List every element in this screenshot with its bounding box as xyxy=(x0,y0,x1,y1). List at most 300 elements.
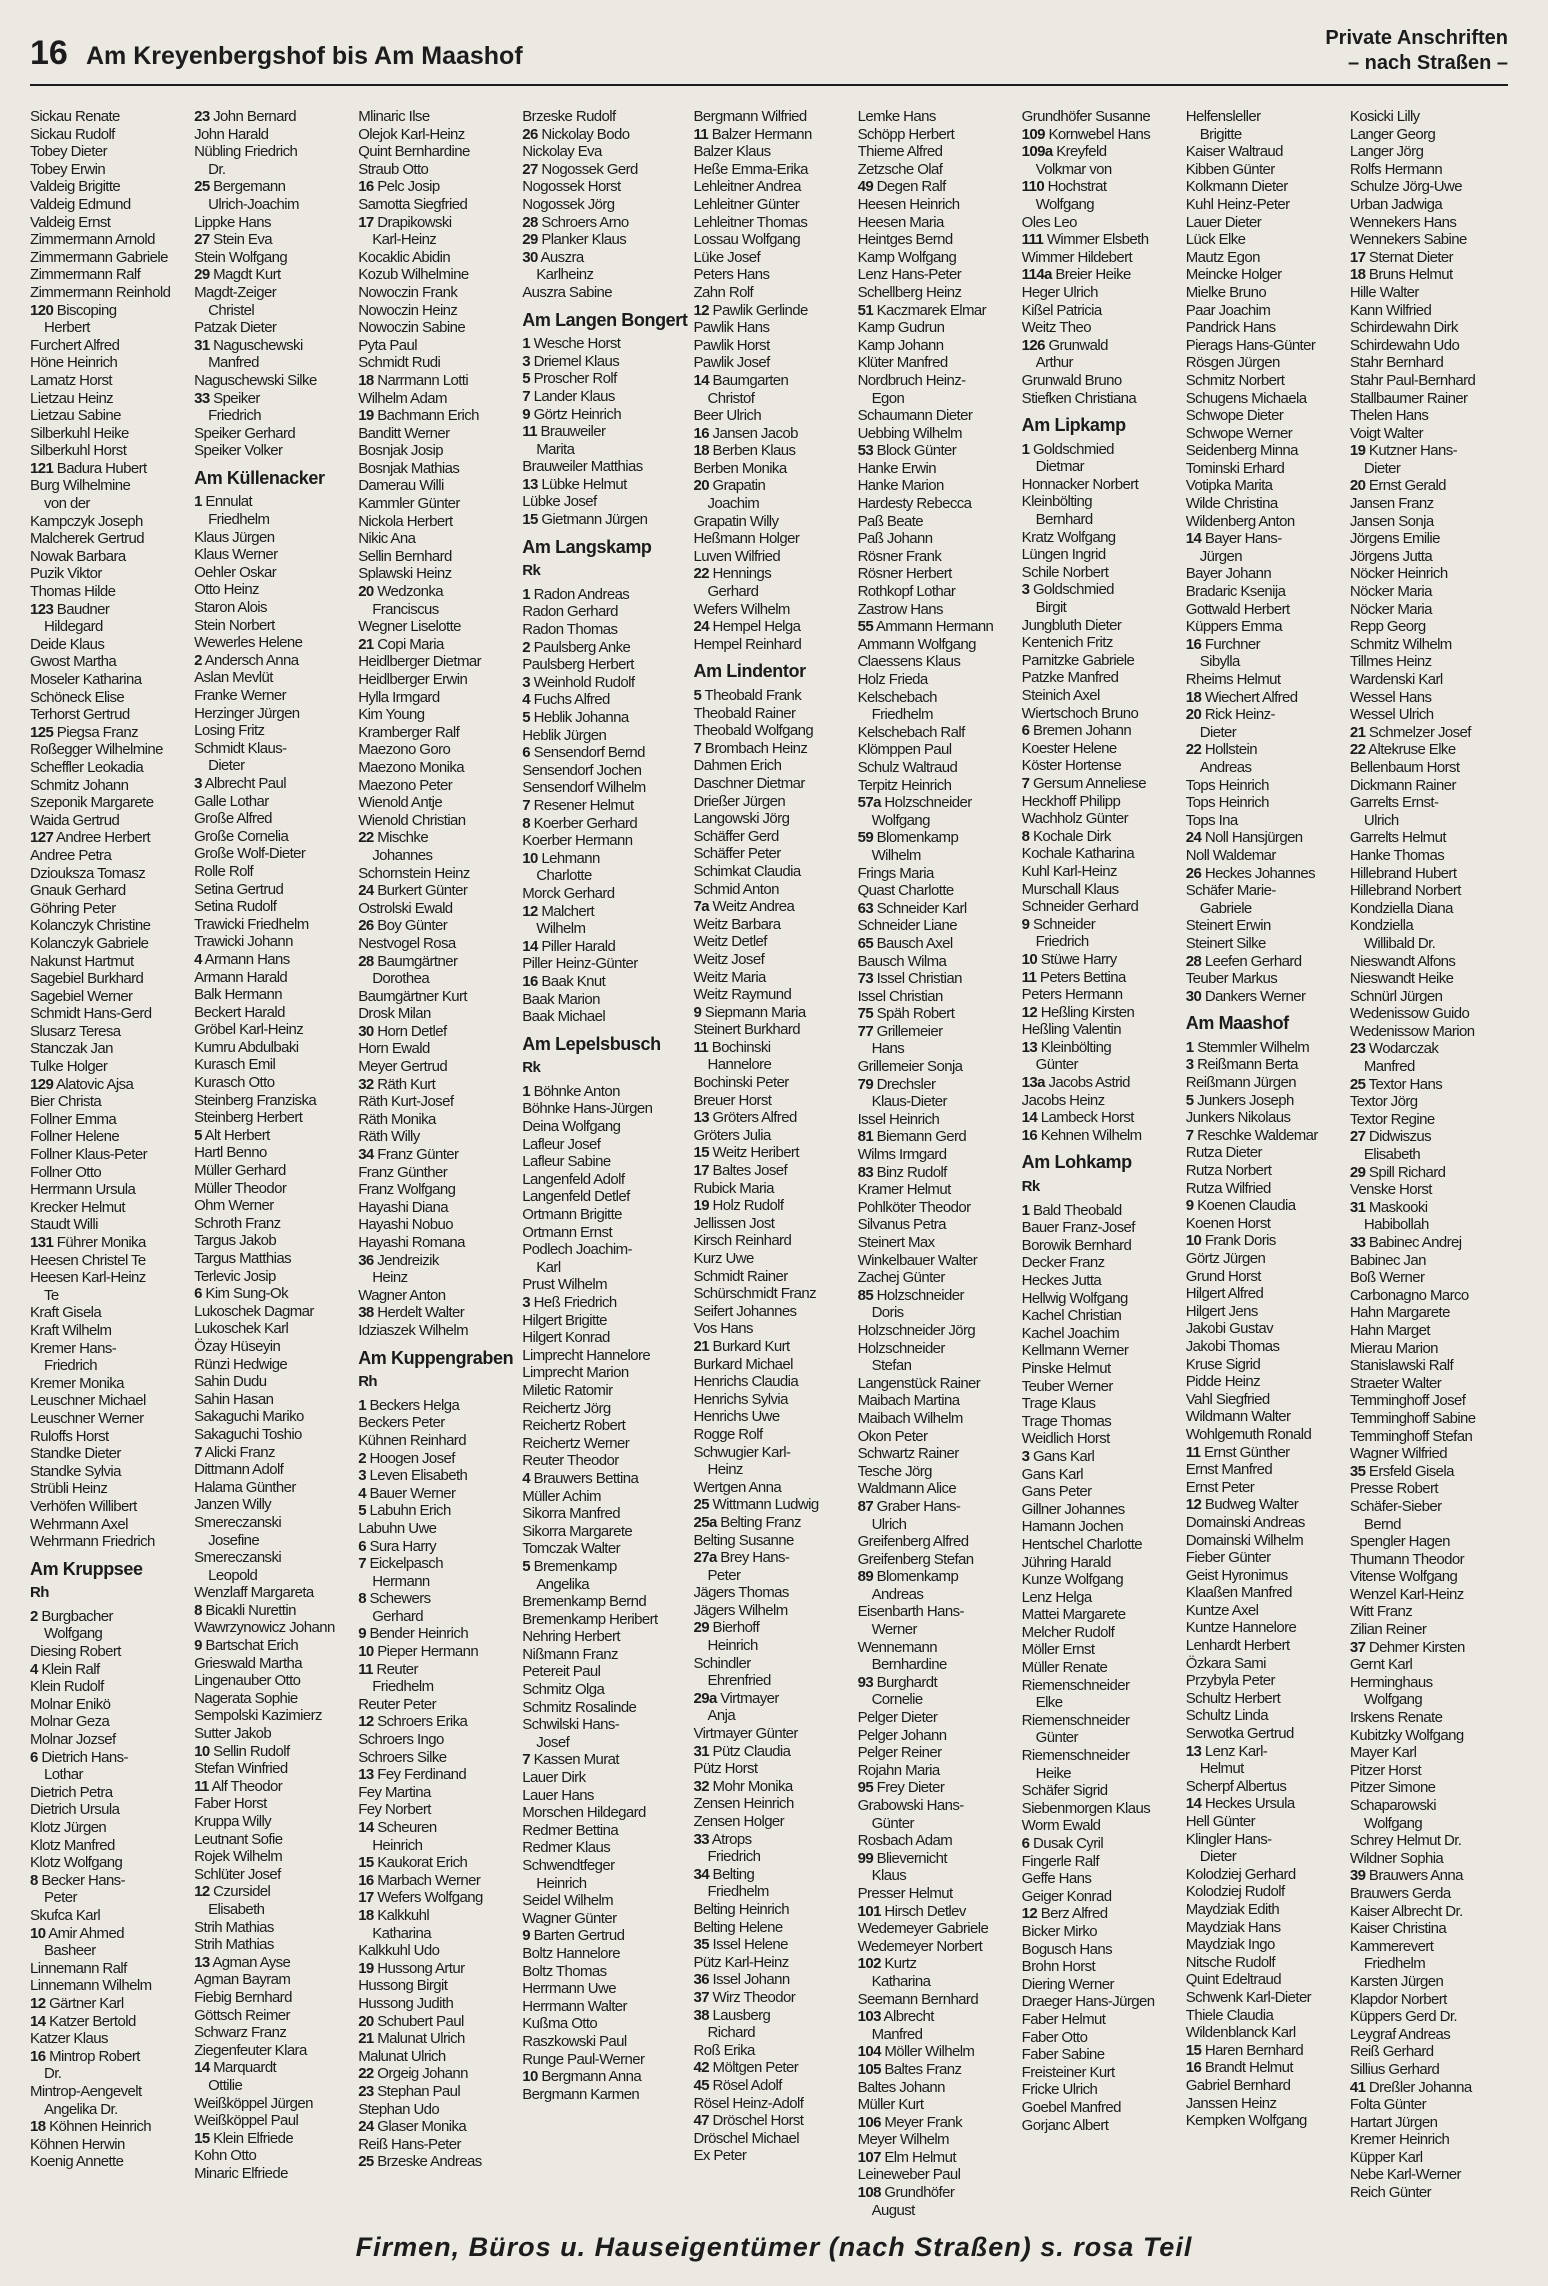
resident-entry: Klaus Jürgen xyxy=(194,528,275,546)
house-number: 41 xyxy=(1349,2078,1366,2096)
house-number: 16 xyxy=(358,178,374,196)
house-number: 12 xyxy=(1021,1905,1038,1923)
resident-entry: Redmer Bettina xyxy=(522,1821,619,1839)
resident-entry: Staudt Willi xyxy=(30,1216,98,1234)
resident-entry: Domainski Wilhelm xyxy=(1185,1531,1304,1549)
resident-entry: Schneider Liane xyxy=(857,917,957,935)
house-number: 12 xyxy=(1185,1496,1202,1514)
house-number: 11 xyxy=(358,1660,373,1678)
resident-entry: Lauer Dirk xyxy=(522,1769,586,1787)
house-number: 8 xyxy=(358,1590,366,1608)
entry-continuation: Hannelore xyxy=(707,1056,772,1074)
entry-continuation: Helmut xyxy=(1199,1760,1244,1778)
resident-entry: Jungbluth Dieter xyxy=(1021,616,1122,634)
resident-entry: Thiele Claudia xyxy=(1185,2006,1274,2024)
resident-entry: Gröbel Karl-Heinz xyxy=(194,1021,304,1039)
resident-entry: Henrichs Claudia xyxy=(693,1373,799,1391)
resident-entry: Jansen Sonja xyxy=(1349,512,1434,530)
resident-entry: Kratz Wolfgang xyxy=(1021,528,1116,546)
resident-entry: Lukoschek Dagmar xyxy=(194,1302,314,1320)
resident-entry: Nogossek Jörg xyxy=(522,195,615,213)
resident-entry: Drosk Milan xyxy=(358,1005,431,1023)
resident-entry: Steinert Erwin xyxy=(1185,917,1271,935)
resident-entry: Karsten Jürgen xyxy=(1349,1972,1444,1990)
resident-entry: Nißmann Franz xyxy=(522,1645,618,1663)
entry-continuation: Gerhard xyxy=(372,1607,424,1625)
resident-entry: 20 Ernst Gerald xyxy=(1349,477,1446,495)
house-number: 15 xyxy=(194,2129,210,2147)
resident-entry: Bayer Johann xyxy=(1185,565,1272,583)
house-number: 1 xyxy=(522,1082,531,1100)
resident-entry: Kibben Günter xyxy=(1185,160,1275,178)
resident-entry: Tops Ina xyxy=(1185,811,1238,829)
resident-entry: Pelger Dieter xyxy=(857,1709,938,1727)
resident-entry: 28 Schroers Arno xyxy=(522,213,629,231)
house-number: 45 xyxy=(693,2076,709,2094)
resident-entry: Boß Werner xyxy=(1349,1269,1425,1287)
resident-entry: Brauwers Gerda xyxy=(1349,1884,1451,1902)
resident-entry: 11 Balzer Hermann xyxy=(693,125,812,143)
resident-entry: Diesing Robert xyxy=(30,1643,121,1661)
resident-entry: 6 Kim Sung-Ok xyxy=(194,1285,289,1303)
resident-entry: 15 Gietmann Jürgen xyxy=(522,511,648,529)
resident-entry: Mlinaric Ilse xyxy=(358,108,430,125)
resident-entry: Fey Martina xyxy=(358,1783,431,1801)
resident-entry: Verhöfen Willibert xyxy=(30,1497,137,1515)
house-number: 19 xyxy=(358,407,374,425)
street-heading: Am Langen Bongert xyxy=(522,309,688,330)
house-number: 38 xyxy=(358,1304,374,1322)
resident-entry: Weidlich Horst xyxy=(1021,1430,1110,1448)
resident-entry: Decker Franz xyxy=(1021,1254,1105,1272)
resident-entry: Schnürl Jürgen xyxy=(1349,987,1443,1005)
house-number: 26 xyxy=(1185,864,1202,882)
resident-entry: Schmitz Johann xyxy=(30,776,129,794)
resident-entry: Kamp Gudrun xyxy=(857,319,945,337)
resident-entry: Labuhn Uwe xyxy=(358,1519,437,1537)
resident-entry: Kocaklic Abidin xyxy=(358,248,451,266)
resident-entry: Frings Maria xyxy=(857,864,934,882)
resident-entry: Nikic Ana xyxy=(358,530,416,548)
resident-entry: Franke Werner xyxy=(194,687,287,704)
resident-entry: Schneider Gerhard xyxy=(1021,898,1139,916)
house-number: 20 xyxy=(1349,477,1366,495)
resident-entry: Ohm Werner xyxy=(194,1197,274,1215)
resident-entry: Issel Heinrich xyxy=(857,1110,940,1128)
house-number: 24 xyxy=(358,882,374,900)
resident-entry: Raszkowski Paul xyxy=(522,2032,627,2050)
house-number: 1 xyxy=(194,493,202,511)
resident-entry: Kurz Uwe xyxy=(693,1250,754,1267)
resident-entry: Minaric Elfriede xyxy=(194,2164,288,2182)
house-number: 109a xyxy=(1021,143,1053,161)
resident-entry: Grillemeier Sonja xyxy=(857,1058,963,1076)
resident-entry: Paulsberg Herbert xyxy=(522,656,634,674)
house-number: 18 xyxy=(1349,266,1366,284)
resident-entry: Kann Wilfried xyxy=(1349,301,1432,319)
resident-entry: Dziouksza Tomasz xyxy=(30,864,146,882)
resident-entry: Ziegenfeuter Klara xyxy=(194,2041,307,2059)
entry-continuation: Günter xyxy=(871,1814,914,1832)
resident-entry: Sahin Dudu xyxy=(194,1373,267,1391)
entry-continuation: Egon xyxy=(871,389,905,407)
resident-entry: Schäffer Gerd xyxy=(693,827,779,845)
resident-entry: 31 Naguschewski xyxy=(194,336,303,354)
resident-entry: 28 Baumgärtner xyxy=(358,952,458,970)
resident-entry: Puzik Viktor xyxy=(30,565,102,583)
resident-entry: Thelen Hans xyxy=(1349,407,1429,425)
resident-entry: Dickmann Rainer xyxy=(1349,776,1456,794)
resident-entry: Lingenauber Otto xyxy=(194,1672,301,1690)
house-number: 15 xyxy=(522,511,538,529)
resident-entry: 32 Räth Kurt xyxy=(358,1075,436,1093)
entry-continuation: Wolfgang xyxy=(1363,1814,1423,1832)
house-number: 8 xyxy=(1021,827,1030,845)
entry-continuation: Ulrich xyxy=(871,1515,907,1533)
resident-entry: Langer Georg xyxy=(1349,125,1436,143)
house-number: 114a xyxy=(1021,266,1052,284)
resident-entry: Theobald Rainer xyxy=(693,704,796,722)
resident-entry: Ortmann Ernst xyxy=(522,1223,613,1241)
resident-entry: 29 Planker Klaus xyxy=(522,231,627,249)
resident-entry: Pidde Heinz xyxy=(1185,1373,1261,1391)
resident-entry: Follner Emma xyxy=(30,1110,117,1128)
resident-entry: Seidel Wilhelm xyxy=(522,1892,614,1910)
resident-entry: 14 Katzer Bertold xyxy=(30,2012,136,2030)
house-number: 18 xyxy=(358,1906,374,1924)
resident-entry: 25a Belting Franz xyxy=(693,1513,801,1531)
house-number: 9 xyxy=(522,405,531,423)
resident-entry: Venske Horst xyxy=(1349,1181,1432,1199)
resident-entry: Pierags Hans-Günter xyxy=(1185,336,1316,354)
house-number: 3 xyxy=(194,774,202,792)
resident-entry: Radon Thomas xyxy=(522,621,618,639)
resident-entry: 5 Alt Herbert xyxy=(194,1126,270,1144)
entry-continuation: Elke xyxy=(1035,1694,1063,1712)
resident-entry: Weißköppel Jürgen xyxy=(194,2094,313,2112)
resident-entry: Nickolay Eva xyxy=(522,143,602,161)
resident-entry: Draeger Hans-Jürgen xyxy=(1021,1993,1155,2011)
house-number: 15 xyxy=(358,1854,374,1872)
resident-entry: 51 Kaczmarek Elmar xyxy=(857,301,987,319)
resident-entry: Patzak Dieter xyxy=(194,319,277,337)
entry-continuation: Ehrenfried xyxy=(707,1672,771,1690)
resident-entry: Fieber Günter xyxy=(1185,1549,1271,1567)
resident-entry: 65 Bausch Axel xyxy=(857,934,953,952)
resident-entry: Maibach Wilhelm xyxy=(857,1409,963,1427)
resident-entry: 30 Horn Detlef xyxy=(358,1022,447,1040)
street-heading: Am Lindentor xyxy=(693,661,806,682)
entry-continuation: Klaus-Dieter xyxy=(871,1093,947,1111)
resident-entry: Holz Frieda xyxy=(857,671,928,688)
resident-entry: Banditt Werner xyxy=(358,424,450,442)
resident-entry: Halama Günther xyxy=(194,1478,296,1496)
resident-entry: Fey Norbert xyxy=(358,1801,431,1819)
resident-entry: Tillmes Heinz xyxy=(1349,653,1432,671)
resident-entry: Große Alfred xyxy=(194,810,272,828)
resident-entry: 105 Baltes Franz xyxy=(857,2060,962,2078)
house-number: 126 xyxy=(1021,336,1045,354)
resident-entry: 18 Berben Klaus xyxy=(693,442,796,460)
house-number: 99 xyxy=(857,1849,874,1867)
resident-entry: Beer Ulrich xyxy=(693,407,762,425)
resident-entry: 1 Böhnke Anton xyxy=(522,1082,620,1100)
resident-entry: Grieswald Martha xyxy=(194,1654,303,1672)
resident-entry: Heidlberger Erwin xyxy=(358,671,468,688)
resident-entry: 12 Budweg Walter xyxy=(1185,1496,1299,1514)
resident-entry: Murschall Klaus xyxy=(1021,880,1119,898)
resident-entry: Skufca Karl xyxy=(30,1906,101,1924)
house-number: 30 xyxy=(1185,987,1202,1005)
resident-entry: Schaparowski xyxy=(1349,1797,1437,1814)
resident-entry: 37 Dehmer Kirsten xyxy=(1349,1638,1465,1656)
house-number: 19 xyxy=(358,1959,374,1977)
entry-continuation: Jürgen xyxy=(1199,547,1243,565)
resident-entry: Herrmann Walter xyxy=(522,1997,627,2015)
resident-entry: Wenzel Karl-Heinz xyxy=(1349,1585,1464,1603)
entry-continuation: Friedrich xyxy=(44,1357,97,1375)
resident-entry: Brauweiler Matthias xyxy=(522,458,643,476)
resident-entry: Kühnen Reinhard xyxy=(358,1431,466,1449)
entry-continuation: Gabriele xyxy=(1199,899,1252,917)
resident-entry: Paar Joachim xyxy=(1185,301,1271,319)
resident-entry: Sakaguchi Toshio xyxy=(194,1425,302,1443)
resident-entry: Bauer Franz-Josef xyxy=(1021,1219,1135,1237)
entry-continuation: Sibylla xyxy=(1199,653,1240,671)
resident-entry: 13 Lenz Karl- xyxy=(1185,1742,1268,1760)
resident-entry: Setina Rudolf xyxy=(194,898,277,916)
entry-continuation: Gerhard xyxy=(707,583,759,601)
resident-entry: Przybyla Peter xyxy=(1185,1672,1275,1690)
resident-entry: Nieswandt Heike xyxy=(1349,970,1454,988)
resident-entry: 3 Heß Friedrich xyxy=(522,1294,617,1311)
resident-entry: Berben Monika xyxy=(693,459,787,477)
resident-entry: Sensendorf Jochen xyxy=(522,761,642,779)
resident-entry: Kraft Wilhelm xyxy=(30,1321,112,1339)
house-number: 34 xyxy=(693,1865,709,1883)
resident-entry: Hillebrand Hubert xyxy=(1349,864,1457,882)
entry-continuation: Josef xyxy=(536,1733,570,1751)
resident-entry: 10 Bergmann Anna xyxy=(522,2068,642,2086)
resident-entry: Pütz Karl-Heinz xyxy=(693,1953,789,1971)
resident-entry: Räth Willy xyxy=(358,1128,420,1146)
entry-continuation: Katharina xyxy=(871,1972,931,1990)
resident-entry: 14 Lambeck Horst xyxy=(1021,1109,1134,1127)
entry-continuation: Angelika Dr. xyxy=(44,2100,118,2118)
resident-entry: Heckes Jutta xyxy=(1021,1272,1102,1289)
resident-entry: 20 Rick Heinz- xyxy=(1185,706,1275,724)
resident-entry: Klömppen Paul xyxy=(857,741,952,759)
house-number: 3 xyxy=(522,352,531,370)
resident-entry: Klüter Manfred xyxy=(857,354,948,372)
resident-entry: Rheims Helmut xyxy=(1185,671,1281,688)
resident-entry: Weißköppel Paul xyxy=(194,2112,299,2130)
house-number: 17 xyxy=(358,213,374,231)
resident-entry: 9 Görtz Heinrich xyxy=(522,405,622,423)
resident-entry: Kaiser Waltraud xyxy=(1185,143,1283,161)
resident-entry: 22 Altekruse Elke xyxy=(1349,741,1456,759)
house-number: 120 xyxy=(30,301,54,319)
house-number: 34 xyxy=(358,1146,374,1164)
resident-entry: Lietzau Sabine xyxy=(30,407,121,425)
entry-continuation: Christof xyxy=(707,389,755,407)
resident-entry: Trage Klaus xyxy=(1021,1395,1096,1413)
resident-entry: Räth Kurt-Josef xyxy=(358,1093,454,1111)
resident-entry: Stephan Udo xyxy=(358,2100,440,2118)
resident-entry: Nowoczin Heinz xyxy=(358,301,458,319)
house-number: 37 xyxy=(693,1988,709,2006)
resident-entry: Kremer Monika xyxy=(30,1374,124,1392)
resident-entry: Steinert Burkhard xyxy=(693,1021,801,1039)
resident-entry: Nöcker Heinrich xyxy=(1349,565,1448,583)
resident-entry: Hayashi Nobuo xyxy=(358,1216,453,1234)
resident-entry: Lenz Helga xyxy=(1021,1588,1092,1606)
resident-entry: Steinich Axel xyxy=(1021,687,1100,704)
resident-entry: Wagner Anton xyxy=(358,1286,446,1304)
resident-entry: Kochale Katharina xyxy=(1021,845,1135,863)
resident-entry: Stallbaumer Rainer xyxy=(1349,389,1468,407)
entry-continuation: Friedhelm xyxy=(707,1883,769,1901)
house-number: 26 xyxy=(358,917,374,935)
house-number: 53 xyxy=(857,442,874,460)
entry-continuation: Wilhelm xyxy=(871,846,921,864)
resident-entry: Kremer Heinrich xyxy=(1349,2131,1450,2149)
resident-entry: Nordbruch Heinz- xyxy=(857,371,966,389)
resident-entry: 13 Lübke Helmut xyxy=(522,475,627,493)
resident-entry: Nogossek Horst xyxy=(522,178,621,196)
entry-continuation: Günter xyxy=(1035,1056,1078,1074)
house-number: 28 xyxy=(358,952,374,970)
resident-entry: Hell Günter xyxy=(1185,1813,1256,1830)
resident-entry: Idziaszek Wilhelm xyxy=(358,1321,469,1339)
resident-entry: 4 Bauer Werner xyxy=(358,1484,456,1502)
resident-entry: 33 Atrops xyxy=(693,1830,752,1848)
resident-entry: Rösgen Jürgen xyxy=(1185,354,1280,372)
resident-entry: Kleinbölting xyxy=(1021,493,1093,511)
resident-entry: Scheffler Leokadia xyxy=(30,758,144,776)
resident-entry: Wienold Antje xyxy=(358,794,443,812)
resident-entry: Slusarz Teresa xyxy=(30,1022,121,1040)
resident-entry: Borowik Bernhard xyxy=(1021,1236,1132,1254)
resident-entry: Leutnant Sofie xyxy=(194,1830,283,1848)
resident-entry: Kißel Patricia xyxy=(1021,301,1102,319)
resident-entry: Wagner Günter xyxy=(522,1909,617,1927)
resident-entry: Wennekers Hans xyxy=(1349,213,1457,231)
resident-entry: Lück Elke xyxy=(1185,231,1246,249)
resident-entry: 4 Fuchs Alfred xyxy=(522,691,610,709)
resident-entry: Jakobi Thomas xyxy=(1185,1337,1280,1355)
resident-entry: Heesen Karl-Heinz xyxy=(30,1269,146,1287)
resident-entry: Görtz Jürgen xyxy=(1185,1250,1266,1267)
resident-entry: Lenhardt Herbert xyxy=(1185,1637,1290,1655)
resident-entry: Hanke Marion xyxy=(857,477,944,495)
resident-entry: 16 Furchner xyxy=(1185,635,1261,653)
house-number: 3 xyxy=(1021,1447,1030,1465)
resident-entry: Pawlik Horst xyxy=(693,336,770,354)
resident-entry: Garrelts Helmut xyxy=(1349,829,1446,847)
resident-entry: Hilgert Alfred xyxy=(1185,1285,1264,1303)
resident-entry: Grapatin Willy xyxy=(693,512,779,530)
resident-entry: Armann Harald xyxy=(194,968,288,986)
resident-entry: Honnacker Norbert xyxy=(1021,475,1139,493)
resident-entry: 107 Elm Helmut xyxy=(857,2148,956,2166)
resident-entry: Eisenbarth Hans- xyxy=(857,1603,964,1621)
resident-entry: 27 Nogossek Gerd xyxy=(522,160,638,178)
house-number: 16 xyxy=(1021,1126,1038,1144)
resident-entry: Weitz Maria xyxy=(693,968,766,986)
resident-entry: Möller Ernst xyxy=(1021,1641,1095,1659)
entry-continuation: Anja xyxy=(707,1707,736,1725)
resident-entry: Kraft Gisela xyxy=(30,1304,102,1322)
resident-entry: 5 Proscher Rolf xyxy=(522,370,617,388)
resident-entry: Schimkat Claudia xyxy=(693,862,801,880)
resident-entry: Reichertz Werner xyxy=(522,1434,630,1452)
resident-entry: Bosnjak Mathias xyxy=(358,459,460,477)
resident-entry: Riemenschneider xyxy=(1021,1711,1130,1729)
resident-entry: Wegner Liselotte xyxy=(358,618,461,636)
resident-entry: 8 Bicakli Nurettin xyxy=(194,1601,296,1619)
house-number: 17 xyxy=(358,1889,374,1907)
house-number: 123 xyxy=(30,600,54,618)
resident-entry: Pandrick Hans xyxy=(1185,319,1276,337)
resident-entry: Schwenk Karl-Dieter xyxy=(1185,1988,1312,2006)
resident-entry: Pyta Paul xyxy=(358,336,417,354)
house-number: 93 xyxy=(857,1673,874,1691)
house-number: 29 xyxy=(1349,1163,1366,1181)
resident-entry: Langenfeld Detlef xyxy=(522,1188,630,1206)
resident-entry: Gillner Johannes xyxy=(1021,1500,1125,1518)
resident-entry: Rolfs Hermann xyxy=(1349,160,1443,178)
resident-entry: Nowoczin Sabine xyxy=(358,319,466,337)
resident-entry: Hardesty Rebecca xyxy=(857,495,972,513)
resident-entry: Freisteiner Kurt xyxy=(1021,2063,1115,2081)
resident-entry: 38 Lausberg xyxy=(693,2006,771,2024)
house-number: 105 xyxy=(857,2060,881,2078)
resident-entry: 20 Wedzonka xyxy=(358,583,444,601)
resident-entry: Presser Helmut xyxy=(857,1884,953,1902)
entry-continuation: Joachim xyxy=(707,495,760,513)
resident-entry: 38 Herdelt Walter xyxy=(358,1304,465,1322)
resident-entry: Uebbing Wilhelm xyxy=(857,424,962,442)
resident-entry: Vitense Wolfgang xyxy=(1349,1568,1458,1586)
resident-entry: Janzen Willy xyxy=(194,1496,272,1514)
resident-entry: Zensen Heinrich xyxy=(693,1795,794,1813)
resident-entry: 29 Magdt Kurt xyxy=(194,266,281,284)
resident-entry: Ruloffs Horst xyxy=(30,1427,109,1445)
resident-entry: Redmer Klaus xyxy=(522,1839,611,1857)
resident-entry: Maezono Peter xyxy=(358,776,453,794)
house-number: 103 xyxy=(857,2008,881,2026)
resident-entry: Deina Wolfgang xyxy=(522,1118,621,1136)
resident-entry: 12 Berz Alfred xyxy=(1021,1905,1108,1923)
house-number: 14 xyxy=(1185,1795,1202,1813)
resident-entry: Belting Heinrich xyxy=(693,1900,789,1918)
house-number: 2 xyxy=(30,1607,38,1625)
house-number: 73 xyxy=(857,970,874,988)
resident-entry: Klotz Jürgen xyxy=(30,1819,107,1836)
resident-entry: Valdeig Edmund xyxy=(30,195,131,213)
resident-entry: 14 Heckes Ursula xyxy=(1185,1795,1295,1813)
resident-entry: Serwotka Gertrud xyxy=(1185,1725,1294,1743)
resident-entry: Balzer Klaus xyxy=(693,143,771,161)
resident-entry: Belting Helene xyxy=(693,1918,783,1936)
resident-entry: Deide Klaus xyxy=(30,635,105,653)
resident-entry: 33 Babinec Andrej xyxy=(1349,1234,1462,1251)
resident-entry: 18 Bruns Helmut xyxy=(1349,266,1453,284)
resident-entry: Speiker Gerhard xyxy=(194,424,296,442)
house-number: 4 xyxy=(522,691,531,709)
house-number: 30 xyxy=(522,248,538,266)
